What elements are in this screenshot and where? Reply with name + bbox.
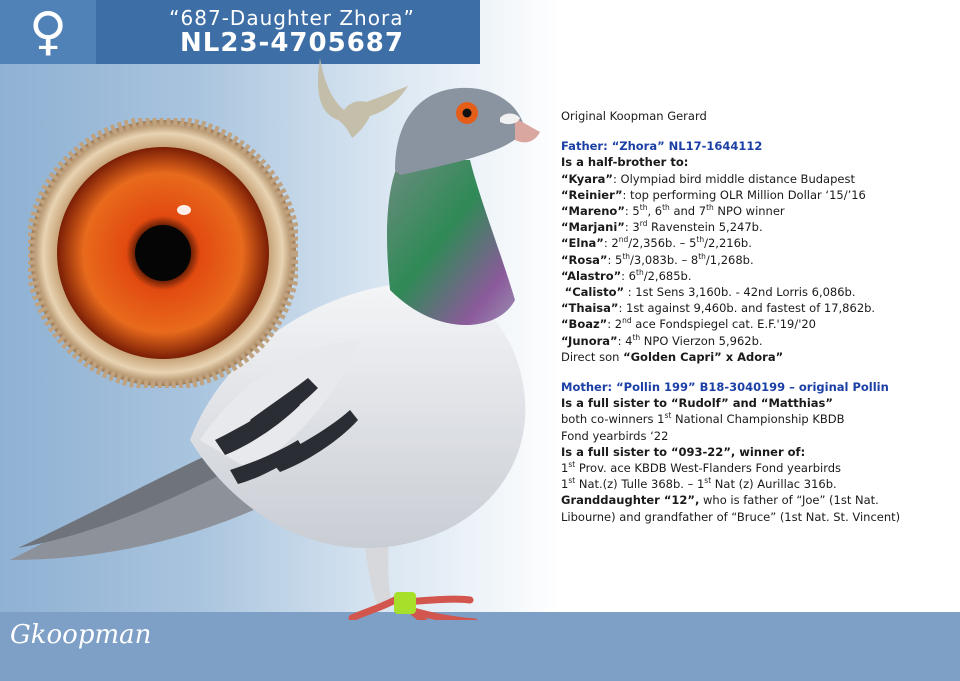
cowinners-line: both co-winners 1st National Championship KBDB (561, 411, 845, 427)
relative-alastro: “Alastro”: 6th/2,685b. (561, 268, 692, 283)
signature-logo: Gkoopman (10, 620, 152, 650)
ring-number: NL23-4705687 (180, 28, 404, 58)
full-sister-line-2: Is a full sister to “093-22”, winner of: (561, 444, 806, 459)
spacer (561, 365, 951, 379)
father-heading: Father: “Zhora” NL17-1644112 (561, 139, 763, 154)
pedigree-text (561, 108, 951, 525)
tulle-line: 1st Nat.(z) Tulle 368b. – 1st Nat (z) Aurillac 316b. (561, 476, 837, 492)
female-symbol-box (0, 0, 96, 64)
relative-calisto: “Calisto” : 1st Sens 3,160b. - 42nd Lorris 6,086b. (564, 285, 856, 300)
relative-thaisa: “Thaisa”: 1st against 9,460b. and fastest of 17,862b. (561, 301, 876, 316)
female-icon: ♀ (28, 2, 68, 62)
origin-line: Original Koopman Gerard (561, 109, 707, 123)
header-band (0, 0, 480, 64)
relative-rosa: “Rosa”: 5th/3,083b. – 8th/1,268b. (561, 251, 754, 267)
eye-closeup-image (28, 118, 298, 388)
full-sister-line-1: Is a full sister to “Rudolf” and “Matthias” (561, 396, 833, 411)
direct-son-line: Direct son “Golden Capri” x Adora” (561, 349, 784, 364)
relative-boaz: “Boaz”: 2nd ace Fondspiegel cat. E.F.'19/'20 (561, 316, 816, 332)
relative-junora: “Junora”: 4th NPO Vierzon 5,962b. (561, 332, 763, 348)
spacer (561, 124, 951, 138)
fond-line: Fond yearbirds ‘22 (561, 428, 669, 443)
libourne-line: Libourne) and grandfather of “Bruce” (1st Nat. St. Vincent) (561, 509, 901, 524)
relative-mareno: “Mareno”: 5th, 6th and 7th NPO winner (561, 203, 785, 219)
relative-marjani: “Marjani”: 3rd Ravenstein 5,247b. (561, 219, 763, 235)
father-intro: Is a half-brother to: (561, 155, 689, 170)
prov-ace-line: 1st Prov. ace KBDB West-Flanders Fond yearbirds (561, 460, 842, 476)
pigeon-name: “687-Daughter Zhora” (169, 6, 415, 30)
granddaughter-line: Granddaughter “12”, who is father of “Joe” (1st Nat. (561, 493, 879, 508)
mother-heading: Mother: “Pollin 199” B18-3040199 – original Pollin (561, 380, 889, 395)
relative-kyara: “Kyara”: Olympiad bird middle distance Budapest (561, 171, 855, 186)
relative-elna: “Elna”: 2nd/2,356b. – 5th/2,216b. (561, 235, 752, 251)
relative-reinier: “Reinier”: top performing OLR Million Dollar ‘15/’16 (561, 187, 866, 202)
